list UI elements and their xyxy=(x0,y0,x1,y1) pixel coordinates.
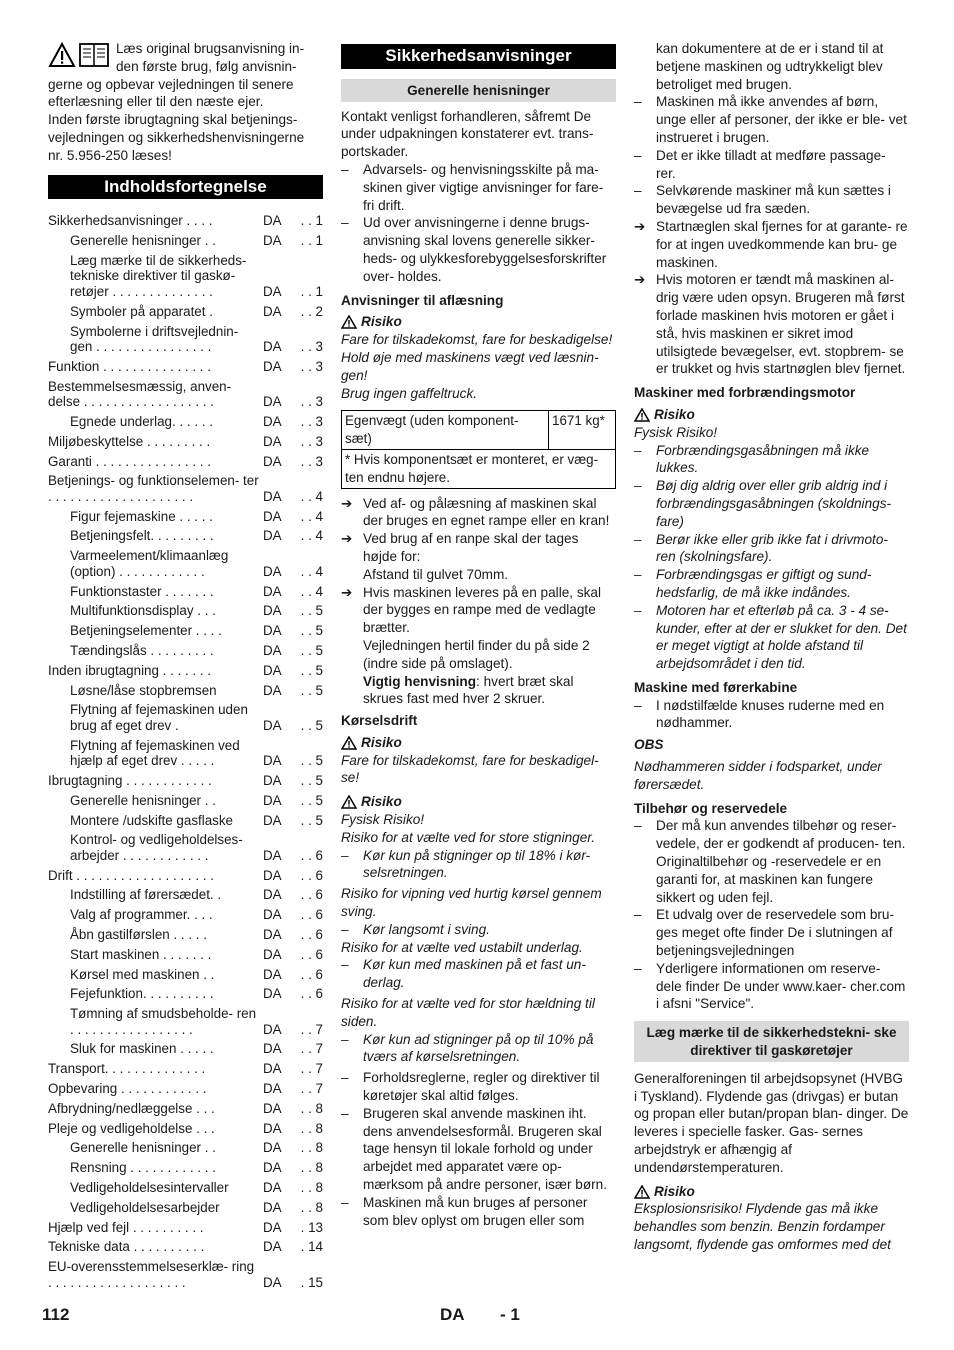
toc-entry-page: . . 4 xyxy=(300,563,323,579)
toc-entry[interactable] xyxy=(48,304,323,320)
toc-entry[interactable] xyxy=(48,927,323,943)
toc-entry-title: Varmeelement/klimaanlæg (option) . . . . . . . . . . . . xyxy=(70,548,229,579)
unload-warning: Fare for tilskadekomst, fare for beskadigelse! Hold øje med maskinens vægt ved læsnin- gen! xyxy=(341,332,613,383)
continued-text: kan dokumentere at de er i stand til at betjene maskinen og udtrykkeligt blev betroliget med brugen. xyxy=(656,41,884,92)
weight-table xyxy=(341,410,616,488)
weight-label: Egenvægt (uden komponent- sæt) xyxy=(342,411,549,449)
list-item: – I nødstilfælde knuses ruderne med en nødhammer. xyxy=(634,697,885,731)
toc-entry-title: Fejefunktion. . . . . . . . . . xyxy=(70,986,214,1002)
list-item: – Forbrændingsgas er giftigt og sund- hedsfarlig, de må ikke indåndes. xyxy=(634,567,872,600)
unload-heading: Anvisninger til aflæsning xyxy=(341,292,504,308)
footer-section-number: - 1 xyxy=(500,1305,520,1324)
toc-entry[interactable] xyxy=(48,967,323,983)
toc-entry-lang: DA xyxy=(263,453,282,469)
toc-entry-title: Betjeningselementer . . . . xyxy=(70,623,222,639)
list-item: – Forholdsreglerne, regler og direktiver til køretøjer skal altid følges. xyxy=(341,1070,600,1104)
list-item: – Kør kun på stigninger op til 18% i kør- selsretningen. xyxy=(341,847,591,881)
physical-risk: Fysisk Risiko! xyxy=(634,424,718,440)
toc-entry[interactable] xyxy=(48,623,323,639)
toc-entry-title: Sikkerhedsanvisninger . . . . xyxy=(48,213,213,229)
toc-entry-page: . 14 xyxy=(300,1239,323,1255)
toc-entry[interactable] xyxy=(48,868,323,884)
toc-entry[interactable] xyxy=(48,813,323,829)
explosion-risk: Eksplosionsrisiko! Flydende gas må ikke behandles som benzin. Benzin fordamper langsomt, flydende gas omformes med det xyxy=(634,1201,891,1252)
arrow-list xyxy=(634,218,909,378)
toc-entry[interactable] xyxy=(48,528,323,544)
toc-entry-lang: DA xyxy=(263,303,282,319)
toc-entry-title: Tømning af smudsbeholde- ren . . . . . . . . . . . . . . . . . xyxy=(70,1006,257,1037)
toc-entry-title: Generelle henisninger . . xyxy=(70,1140,216,1156)
toc-entry[interactable] xyxy=(48,702,323,733)
toc-entry-lang: DA xyxy=(263,508,282,524)
risk-label: Risiko xyxy=(341,734,616,752)
list-item: – Forbrændingsgasåbningen må ikke lukkes. xyxy=(634,442,870,476)
toc-entry[interactable] xyxy=(48,1101,323,1117)
toc-entry-page: . . 3 xyxy=(300,433,323,449)
toc-entry-lang: DA xyxy=(263,946,282,962)
arrow-right-icon: ➔ xyxy=(634,272,646,288)
transport-damage-text: Kontakt venligst forhandleren, såfremt De under udpakningen konstaterer evt. trans- portskader. xyxy=(341,108,594,160)
toc-entry-page: . . 1 xyxy=(300,283,323,299)
toc-entry-page: . . 5 xyxy=(300,682,323,698)
toc-entry-lang: DA xyxy=(263,772,282,788)
rules-list xyxy=(341,1069,616,1229)
toc-entry-lang: DA xyxy=(263,753,282,769)
footer-language: DA xyxy=(440,1305,465,1324)
ramp-instructions: Vejledningen hertil finder du på side 2 (indre side på omslaget). xyxy=(363,637,590,671)
weight-note: * Hvis komponentsæt er monteret, er væg- ten endnu højere. xyxy=(345,451,599,485)
toc-entry[interactable] xyxy=(48,359,323,375)
column-1 xyxy=(48,40,323,1295)
obs-label: OBS xyxy=(634,737,664,753)
toc-entry[interactable] xyxy=(48,1200,323,1216)
drive-warning: Fare for tilskadekomst, fare for beskadigel- se! xyxy=(341,752,599,786)
tip-risk-curves: Risiko for vipning ved hurtig kørsel gennem sving. xyxy=(341,886,602,920)
toc-entry-page: . . 5 xyxy=(300,717,323,733)
list-item: – Selvkørende maskiner må kun sættes i bevægelse ud fra sæden. xyxy=(634,183,891,217)
toc-entry-title: Vedligeholdelsesintervaller xyxy=(70,1180,229,1196)
combustion-list xyxy=(634,442,909,673)
toc-entry-page: . . 6 xyxy=(300,986,323,1002)
toc-entry-lang: DA xyxy=(263,583,282,599)
toc-entry-lang: DA xyxy=(263,887,282,903)
toc-entry-page: . . 6 xyxy=(300,946,323,962)
toc-entry-lang: DA xyxy=(263,966,282,982)
toc-entry-title: Funktion . . . . . . . . . . . . . . . xyxy=(48,358,211,374)
toc-entry-page: . . 4 xyxy=(300,488,323,504)
usage-list xyxy=(634,93,909,218)
toc-entry-lang: DA xyxy=(263,1140,282,1156)
toc-entry-title: Miljøbeskyttelse . . . . . . . . . xyxy=(48,433,211,449)
toc-entry-lang: DA xyxy=(263,413,282,429)
toc-entry-title: Pleje og vedligeholdelse . . . xyxy=(48,1120,215,1136)
toc-entry-page: . . 4 xyxy=(300,508,323,524)
toc-entry-title: Kørsel med maskinen . . xyxy=(70,966,215,982)
toc-entry-page: . . 8 xyxy=(300,1199,323,1215)
toc-entry-page: . . 8 xyxy=(300,1180,323,1196)
toc-entry-title: Opbevaring . . . . . . . . . . . . xyxy=(48,1081,207,1097)
toc-entry[interactable] xyxy=(48,738,323,769)
toc-entry-page: . . 3 xyxy=(300,358,323,374)
toc-entry-lang: DA xyxy=(263,926,282,942)
intro-text-2: Inden første ibrugtagning skal betjenings- vejledningen og sikkerhedshenvisningerne nr. 5.956-250 læses! xyxy=(48,112,305,163)
cabin-heading: Maskine med førerkabine xyxy=(634,679,798,695)
toc-entry-page: . . 6 xyxy=(300,847,323,863)
toc-entry[interactable] xyxy=(48,793,323,809)
intro-text: Læs original brugsanvisning in- den første brug, følg anvisnin- gerne og opbevar vejledningen til senere efterlæsning eller til den næste ejer. xyxy=(48,41,305,110)
toc-entry-lang: DA xyxy=(263,603,282,619)
toc-entry-lang: DA xyxy=(263,1081,282,1097)
warning-icon xyxy=(341,795,357,809)
tip-risk-slopes: Risiko for at vælte ved for store stigninger. xyxy=(341,829,596,845)
toc-entry[interactable] xyxy=(48,663,323,679)
gas-vehicles-heading: Læg mærke til de sikkerhedstekni- ske direktiver til gaskøretøjer xyxy=(634,1021,909,1062)
accessories-heading: Tilbehør og reservedele xyxy=(634,800,788,816)
toc-entry[interactable] xyxy=(48,907,323,923)
toc-entry[interactable] xyxy=(48,1220,323,1236)
toc-entry[interactable] xyxy=(48,1041,323,1057)
toc-entry[interactable] xyxy=(48,1180,323,1196)
toc-entry-title: Generelle henisninger . . xyxy=(70,792,216,808)
toc-entry-title: Hjælp ved fejl . . . . . . . . . . xyxy=(48,1219,204,1235)
toc-entry-page: . . 3 xyxy=(300,339,323,355)
toc-entry-title: Tændingslås . . . . . . . . . xyxy=(70,642,214,658)
tip-risk-ground: Risiko for at vælte ved ustabilt underlag. xyxy=(341,939,583,955)
list-item: – Yderligere informationen om reserve- dele finder De under www.kaer- cher.com i afsni "Service". xyxy=(634,960,906,1012)
list-item: – Motoren har et efterløb på ca. 3 - 4 se- kunder, efter at der er slukket for den. Det er meget vigtigt at holde afstand til arbejdsområdet i den tid. xyxy=(634,602,907,672)
toc-entry-page: . . 6 xyxy=(300,966,323,982)
toc-entry[interactable] xyxy=(48,1160,323,1176)
column-2 xyxy=(341,40,616,1229)
toc-entry-page: . . 3 xyxy=(300,413,323,429)
intro-block xyxy=(48,40,323,165)
list-item: – Der må kun anvendes tilbehør og reser- vedele, der er godkendt af producen- ten. Originaltilbehør og -reservedele er en garanti for, at maskinen kan fungere sikkert og uden fejl. xyxy=(634,818,906,905)
toc-entry-lang: DA xyxy=(263,907,282,923)
toc-entry[interactable] xyxy=(48,603,323,619)
toc-entry-lang: DA xyxy=(263,1274,282,1290)
toc-entry-lang: DA xyxy=(263,623,282,639)
toc-entry-lang: DA xyxy=(263,642,282,658)
toc-entry-title: Indstilling af førersædet. . xyxy=(70,887,222,903)
toc-entry-title: Inden ibrugtagning . . . . . . . xyxy=(48,662,212,678)
toc-entry-page: . . 7 xyxy=(300,1041,323,1057)
toc-entry[interactable] xyxy=(48,832,323,863)
important-note: Vigtig henvisning: hvert bræt skal skrues fast med hver 2 skruer. xyxy=(363,673,574,707)
toc-entry-lang: DA xyxy=(263,867,282,883)
toc-entry[interactable] xyxy=(48,683,323,699)
toc-entry-title: Flytning af fejemaskinen ved hjælp af eget drev . . . . . xyxy=(70,737,240,769)
toc-entry-title: Drift . . . . . . . . . . . . . . . . . . . xyxy=(48,867,214,883)
list-item: – Maskinen må kun bruges af personer som blev oplyst om brugen eller som xyxy=(341,1194,588,1228)
list-item: – Maskinen må ikke anvendes af børn, unge eller af personer, der ikke er ble- vet instrueret i brugen. xyxy=(634,94,907,145)
toc-entry[interactable] xyxy=(48,1140,323,1156)
general-list xyxy=(341,161,616,286)
toc-entry[interactable] xyxy=(48,414,323,430)
toc-entry-lang: DA xyxy=(263,213,282,229)
toc-entry-title: Generelle henisninger . . xyxy=(70,233,216,249)
arrow-right-icon: ➔ xyxy=(341,584,353,600)
toc-entry-title: Betjenings- og funktionselemen- ter . . . . . . . . . . . . . . . . . . . . xyxy=(48,473,259,504)
toc-entry[interactable] xyxy=(48,324,323,355)
toc-entry-title: Symboler på apparatet . xyxy=(70,303,213,319)
list-item: – Brugeren skal anvende maskinen iht. dens anvendelsesformål. Brugeren skal tage hensyn til lokale forhold og under arbejdet med apparatet være op- mærksom på andre personer, især børn. xyxy=(341,1105,608,1193)
toc-entry-title: Flytning af fejemaskinen uden brug af eget drev . xyxy=(70,702,248,733)
toc-entry-title: EU-overensstemmelseserklæ- ring . . . . . . . . . . . . . . . . . . . xyxy=(48,1259,255,1290)
toc-entry-title: Egnede underlag. . . . . . xyxy=(70,413,213,429)
toc-entry-page: . . 3 xyxy=(300,394,323,410)
ramp-distance: Afstand til gulvet 70mm. xyxy=(363,566,509,582)
warning-icon xyxy=(634,408,650,422)
toc-entry-lang: DA xyxy=(263,1041,282,1057)
general-subheading: Generelle henisninger xyxy=(341,79,616,102)
toc-entry-lang: DA xyxy=(263,233,282,249)
toc-entry-lang: DA xyxy=(263,433,282,449)
risk-label: Risiko xyxy=(341,313,616,331)
toc-entry-lang: DA xyxy=(263,682,282,698)
arrow-item: ➔ Ved af- og pålæsning af maskinen skal der bruges en egnet rampe eller en kran! xyxy=(341,495,610,529)
arrow-right-icon: ➔ xyxy=(341,531,353,547)
toc-entry-lang: DA xyxy=(263,339,282,355)
table-of-contents xyxy=(48,213,323,1290)
toc-entry[interactable] xyxy=(48,887,323,903)
risk-label: Risiko xyxy=(634,406,909,424)
toc-entry-page: . . 3 xyxy=(300,453,323,469)
toc-entry-page: . . 7 xyxy=(300,1081,323,1097)
tip-risk-side: Risiko for at vælte ved for stor hældning til siden. xyxy=(341,996,595,1029)
list-item: – Ud over anvisningerne i denne brugs- anvisning skal lovens generelle sikker- heds- og ulykkesforebyggelsesforskrifter over- holdes. xyxy=(341,215,607,284)
intro-icons xyxy=(48,42,112,68)
toc-entry-title: Montere /udskifte gasflaske xyxy=(70,812,234,828)
unload-no-forklift: Brug ingen gaffeltruck. xyxy=(341,385,478,401)
toc-entry-title: Løsne/låse stopbremsen xyxy=(70,682,217,698)
toc-entry-lang: DA xyxy=(263,1199,282,1215)
toc-entry[interactable] xyxy=(48,509,323,525)
arrow-item: ➔ Hvis maskinen leveres på en palle, skal der bygges en rampe med de vedlagte brætter. xyxy=(341,584,602,636)
combustion-heading: Maskiner med forbrændingsmotor xyxy=(634,385,856,401)
toc-entry-lang: DA xyxy=(263,717,282,733)
arrow-item: ➔ Hvis motoren er tændt må maskinen al- drig være uden opsyn. Brugeren må først forlade maskinen hvis motoren er gået i stå, hvis maskinen er sikret imod utilsigtede bevægelser, evt. stopbrem- se er trukket og hvis startnøglen blev fjernet. xyxy=(634,272,906,377)
risk-label: Risiko xyxy=(634,1183,909,1201)
toc-entry-page: . . 6 xyxy=(300,867,323,883)
arrow-item: ➔ Startnæglen skal fjernes for at garante- re for at ingen uvedkommende kan bru- ge maskinen. xyxy=(634,218,908,270)
toc-entry-title: Afbrydning/nedlæggelse . . . xyxy=(48,1100,215,1116)
toc-entry-title: Sluk for maskinen . . . . . xyxy=(70,1041,214,1057)
toc-entry[interactable] xyxy=(48,1081,323,1097)
safety-heading: Sikkerhedsanvisninger xyxy=(341,44,616,69)
list-item: – Advarsels- og henvisningsskilte på ma- skinen giver vigtige anvisninger for fare- fri drift. xyxy=(341,161,604,213)
toc-entry[interactable] xyxy=(48,773,323,789)
toc-entry-page: . . 5 xyxy=(300,792,323,808)
toc-entry-lang: DA xyxy=(263,563,282,579)
toc-entry[interactable] xyxy=(48,643,323,659)
toc-entry-page: . . 5 xyxy=(300,603,323,619)
toc-entry-title: Åbn gastilførslen . . . . . xyxy=(70,926,207,942)
list-item: – Kør kun med maskinen på et fast un- derlag. xyxy=(341,957,586,991)
arrow-item: ➔ Ved brug af en ranpe skal der tages højde for: xyxy=(341,531,579,564)
list-item: – Et udvalg over de reservedele som bru- ges meget ofte finder De i slutningen af betjeningsvejledningen xyxy=(634,907,895,959)
toc-entry-title: Transport. . . . . . . . . . . . . . xyxy=(48,1061,206,1077)
toc-entry-lang: DA xyxy=(263,1061,282,1077)
toc-entry-page: . . 4 xyxy=(300,528,323,544)
cabin-list xyxy=(634,697,909,733)
toc-entry[interactable] xyxy=(48,253,323,300)
toc-entry[interactable] xyxy=(48,1121,323,1137)
toc-entry-lang: DA xyxy=(263,847,282,863)
toc-entry[interactable] xyxy=(48,1006,323,1037)
accessories-list xyxy=(634,817,909,1013)
toc-entry-lang: DA xyxy=(263,1160,282,1176)
toc-entry-page: . . 5 xyxy=(300,623,323,639)
toc-entry-page: . . 6 xyxy=(300,887,323,903)
toc-entry-page: . . 1 xyxy=(300,233,323,249)
toc-entry-page: . 15 xyxy=(300,1274,323,1290)
toc-entry[interactable] xyxy=(48,548,323,579)
toc-entry-page: . . 8 xyxy=(300,1100,323,1116)
toc-entry-title: Multifunktionsdisplay . . . xyxy=(70,603,216,619)
arrow-right-icon: ➔ xyxy=(341,495,353,511)
toc-entry-lang: DA xyxy=(263,283,282,299)
toc-entry[interactable] xyxy=(48,434,323,450)
weight-value: 1671 kg* xyxy=(552,413,605,429)
toc-entry-page: . . 6 xyxy=(300,926,323,942)
toc-entry-lang: DA xyxy=(263,1120,282,1136)
toc-entry-lang: DA xyxy=(263,662,282,678)
list-item: – Kør kun ad stigninger på op til 10% på tværs af kørselsretningen. xyxy=(341,1031,594,1065)
toc-entry-page: . . 7 xyxy=(300,1021,323,1037)
toc-entry-title: Valg af programmer. . . . xyxy=(70,907,213,923)
toc-entry-title: Læg mærke til de sikkerheds- tekniske direktiver til gaskø- retøjer . . . . . . . . . . . . . . xyxy=(70,252,247,299)
column-3 xyxy=(634,40,909,1254)
toc-entry-title: Tekniske data . . . . . . . . . . xyxy=(48,1239,205,1255)
manual-book-icon xyxy=(79,42,109,68)
toc-entry-title: Vedligeholdelsesarbejder xyxy=(70,1199,220,1215)
toc-entry-page: . . 5 xyxy=(300,772,323,788)
toc-entry-lang: DA xyxy=(263,528,282,544)
warning-icon xyxy=(341,315,357,329)
toc-entry-lang: DA xyxy=(263,358,282,374)
toc-entry-page: . . 2 xyxy=(300,303,323,319)
arrow-right-icon: ➔ xyxy=(634,218,646,234)
toc-entry[interactable] xyxy=(48,947,323,963)
toc-entry-page: . . 5 xyxy=(300,662,323,678)
toc-entry-lang: DA xyxy=(263,1219,282,1235)
toc-entry[interactable] xyxy=(48,1239,323,1255)
toc-entry[interactable] xyxy=(48,213,323,229)
list-item: – Det er ikke tilladt at medføre passage- rer. xyxy=(634,147,886,181)
toc-entry[interactable] xyxy=(48,233,323,249)
list-item: – Kør langsomt i sving. xyxy=(341,921,490,937)
list-item: – Bøj dig aldrig over eller grib aldrig ind i forbrændingsgasåbningen (skoldnings- fare) xyxy=(634,478,892,529)
toc-entry-page: . . 1 xyxy=(300,213,323,229)
toc-entry[interactable] xyxy=(48,1061,323,1077)
toc-entry-title: Kontrol- og vedligeholdelses- arbejder . . . . . . . . . . . . xyxy=(70,832,243,863)
toc-entry-page: . 13 xyxy=(300,1219,323,1235)
toc-entry[interactable] xyxy=(48,1259,323,1290)
toc-entry[interactable] xyxy=(48,986,323,1002)
toc-entry-title: Betjeningsfelt. . . . . . . . . xyxy=(70,528,214,544)
warning-icon xyxy=(634,1185,650,1199)
toc-entry-title: Start maskinen . . . . . . . xyxy=(70,946,212,962)
toc-entry-title: Figur fejemaskine . . . . . xyxy=(70,508,213,524)
toc-entry-page: . . 8 xyxy=(300,1120,323,1136)
toc-entry[interactable] xyxy=(48,473,323,504)
toc-entry[interactable] xyxy=(48,379,323,410)
toc-entry[interactable] xyxy=(48,584,323,600)
toc-entry-page: . . 6 xyxy=(300,907,323,923)
toc-entry-title: Symbolerne i driftsvejlednin- gen . . . . . . . . . . . . . . . . xyxy=(70,323,239,355)
toc-entry-page: . . 7 xyxy=(300,1061,323,1077)
toc-entry-title: Garanti . . . . . . . . . . . . . . . . xyxy=(48,453,211,469)
toc-entry-lang: DA xyxy=(263,1180,282,1196)
toc-entry-page: . . 5 xyxy=(300,812,323,828)
toc-entry-lang: DA xyxy=(263,986,282,1002)
drive-heading: Kørselsdrift xyxy=(341,713,418,729)
toc-entry-lang: DA xyxy=(263,1021,282,1037)
toc-entry-lang: DA xyxy=(263,488,282,504)
warning-icon xyxy=(341,736,357,750)
toc-entry-lang: DA xyxy=(263,792,282,808)
toc-entry-lang: DA xyxy=(263,812,282,828)
toc-entry-lang: DA xyxy=(263,1239,282,1255)
toc-entry-page: . . 5 xyxy=(300,642,323,658)
toc-entry[interactable] xyxy=(48,454,323,470)
physical-risk: Fysisk Risiko! xyxy=(341,812,425,828)
toc-entry-page: . . 8 xyxy=(300,1160,323,1176)
toc-entry-title: Bestemmelsesmæssig, anven- delse . . . . . . . . . . . . . . . . . . xyxy=(48,378,232,410)
toc-entry-lang: DA xyxy=(263,394,282,410)
list-item: – Berør ikke eller grib ikke fat i drivmoto- ren (skolningsfare). xyxy=(634,531,888,565)
toc-entry-title: Rensning . . . . . . . . . . . . xyxy=(70,1160,216,1176)
page-number: 112 xyxy=(42,1305,70,1324)
toc-entry-lang: DA xyxy=(263,1100,282,1116)
toc-entry-page: . . 5 xyxy=(300,753,323,769)
toc-entry-title: Funktionstaster . . . . . . . xyxy=(70,583,214,599)
toc-entry-page: . . 4 xyxy=(300,583,323,599)
toc-entry-page: . . 8 xyxy=(300,1140,323,1156)
gas-paragraph: Generalforeningen til arbejdsopsynet (HVBG i Tyskland). Flydende gas (drivgas) er butan og propan eller butan/propan blan- dinger. De leveres i specielle fasker. Gas- sernes arbejdstryk er afhængig af undendørstemperaturen. xyxy=(634,1070,909,1175)
warning-icon xyxy=(48,42,76,68)
toc-heading: Indholdsfortegnelse xyxy=(48,175,323,200)
obs-text: Nødhammeren sidder i fodsparket, under førersædet. xyxy=(634,759,882,792)
risk-label: Risiko xyxy=(341,793,616,811)
toc-entry-title: Ibrugtagning . . . . . . . . . . . . xyxy=(48,772,212,788)
